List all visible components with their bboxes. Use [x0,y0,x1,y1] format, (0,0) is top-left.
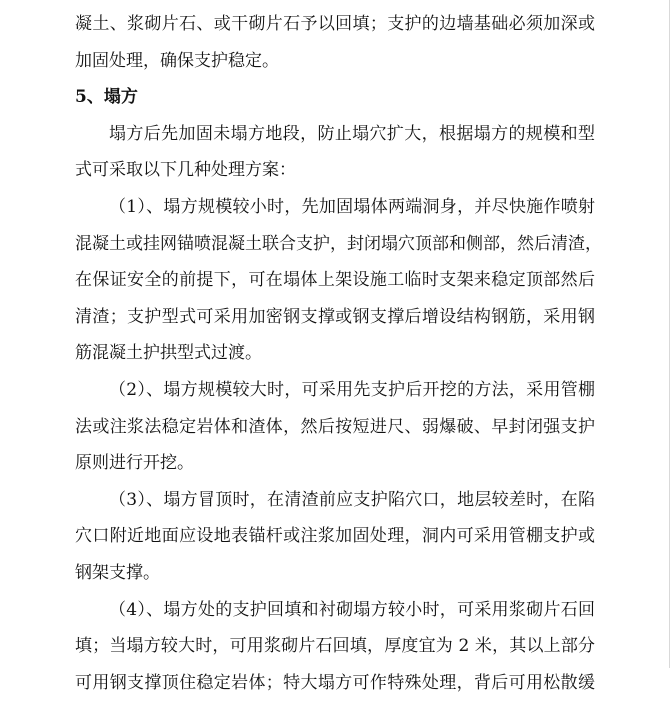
paragraph-item-2 [75,372,595,482]
text-line: 混凝土或挂网锚喷混凝土联合支护，封闭塌穴顶部和侧部，然后清渣， [75,226,595,263]
document-body [75,6,595,701]
section-heading-collapse [75,79,595,116]
text-line: 填；当塌方较大时，可用浆砌片石回填，厚度宜为 2 米，其以上部分 [75,628,595,665]
text-line: （4）、塌方处的支护回填和衬砌塌方较小时，可采用浆砌片石回 [75,592,595,629]
text-line: 加固处理，确保支护稳定。 [75,43,595,80]
paragraph-item-1 [75,189,595,372]
text-line: 钢架支撑。 [75,555,595,592]
text-line: 在保证安全的前提下，可在塌体上架设施工临时支架来稳定顶部然后 [75,262,595,299]
text-line: 穴口附近地面应设地表锚杆或注浆加固处理，洞内可采用管棚支护或 [75,518,595,555]
text-line: 塌方后先加固未塌方地段，防止塌穴扩大，根据塌方的规模和型 [75,116,595,153]
text-line: 原则进行开挖。 [75,445,595,482]
text-line: （1）、塌方规模较小时，先加固塌体两端洞身，并尽快施作喷射 [75,189,595,226]
paragraph-item-4 [75,592,595,701]
text-line: 可用钢支撑顶住稳定岩体；特大塌方可作特殊处理，背后可用松散缓 [75,665,595,701]
paragraph-collapse-intro [75,116,595,189]
paragraph-backfill [75,6,595,79]
text-line: 式可采取以下几种处理方案： [75,152,595,189]
paragraph-item-3 [75,482,595,592]
page-edge-divider [669,0,670,668]
text-line: （3）、塌方冒顶时，在清渣前应支护陷穴口，地层较差时，在陷 [75,482,595,519]
text-line: 筋混凝土护拱型式过渡。 [75,335,595,372]
text-line: 凝土、浆砌片石、或干砌片石予以回填；支护的边墙基础必须加深或 [75,6,595,43]
text-line: 清渣；支护型式可采用加密钢支撑或钢支撑后增设结构钢筋，采用钢 [75,299,595,336]
text-line: （2）、塌方规模较大时，可采用先支护后开挖的方法，采用管棚 [75,372,595,409]
heading-text: 5、塌方 [75,79,595,116]
text-line: 法或注浆法稳定岩体和渣体，然后按短进尺、弱爆破、早封闭强支护 [75,409,595,446]
